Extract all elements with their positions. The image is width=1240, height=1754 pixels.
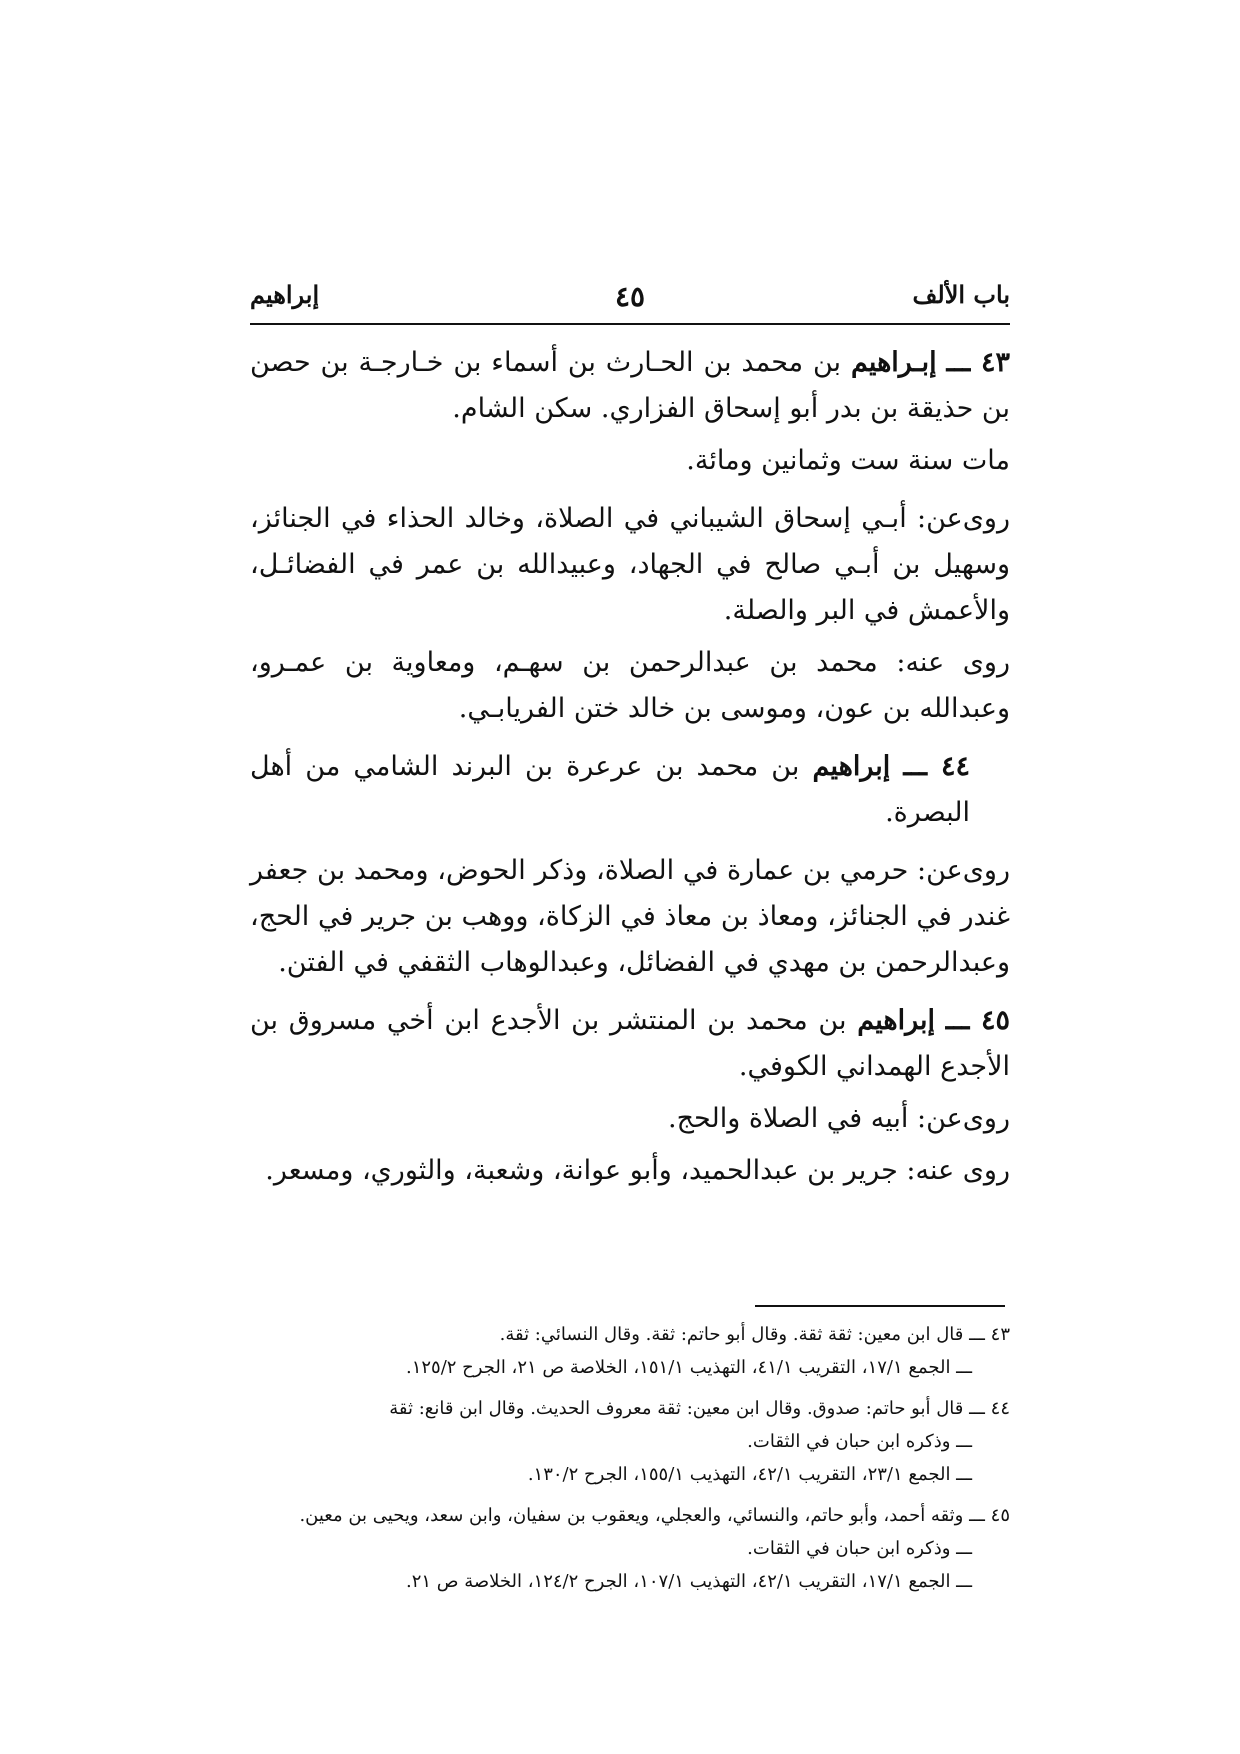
footnote-line: ٤٤ ـــ قال أبو حاتم: صدوق. وقال ابن معين: ثقة معروف الحديث. وقال ابن قانع: ثقة	[389, 1398, 1010, 1419]
footnote-line: ـــ الجمع ٢٣/١، التقريب ٤٢/١، التهذيب ١٥٥/١، الجرح ١٣٠/٢.	[527, 1464, 972, 1485]
footnote-line: ـــ الجمع ١٧/١، التقريب ٤٢/١، التهذيب ١٠٧/١، الجرح ١٢٤/٢، الخلاصة ص ٢١.	[405, 1571, 972, 1592]
entry-lineage: بن محمد بن المنتشر بن الأجدع ابن أخي مسروق بن الأجدع الهمداني الكوفي.	[250, 1005, 1010, 1082]
footnote-45	[250, 1499, 1010, 1598]
running-header	[250, 280, 1010, 320]
footnotes	[250, 1318, 1010, 1606]
footnote-44	[250, 1392, 1010, 1491]
footnote-line: ـــ الجمع ١٧/١، التقريب ٤١/١، التهذيب ١٥١/١، الخلاصة ص ٢١، الجرح ١٢٥/٢.	[405, 1357, 972, 1378]
entry-43-narrated-by: روى عنه: محمد بن عبدالرحمن بن سهـم، ومعاوية بن عمـرو، وعبدالله بن عون، وموسى بن خالد ختن الفريابـي.	[250, 647, 1010, 724]
entry-number: ٤٥ ـــ	[945, 1005, 1010, 1036]
footnote-line: ٤٣ ـــ قال ابن معين: ثقة ثقة. وقال أبو حاتم: ثقة. وقال النسائي: ثقة.	[499, 1324, 1010, 1345]
footnote-rule	[755, 1305, 1005, 1307]
entry-name: إبـراهيم	[850, 347, 937, 378]
entry-45-narrated-by: روى عنه: جرير بن عبدالحميد، وأبو عوانة، وشعبة، والثوري، ومسعر.	[265, 1155, 1010, 1186]
footnote-line: ٤٥ ـــ وثقه أحمد، وأبو حاتم، والنسائي، والعجلي، ويعقوب بن سفيان، وابن سعد، ويحيى بن معين.	[299, 1505, 1010, 1526]
entry-43-heading	[250, 340, 1010, 432]
entry-44-narrated-from: روى‌عن: حرمي بن عمارة في الصلاة، وذكر الحوض، ومحمد بن جعفر غندر في الجنائز، ومعاذ بن معاذ في الزكاة، ووهب بن جرير في الحج، وعبدالرحمن بن مهدي في الفضائل، وعبدالوهاب الثقفي في الفتن.	[250, 855, 1010, 978]
footnote-43	[250, 1318, 1010, 1384]
entry-45-heading	[250, 998, 1010, 1090]
entry-number: ٤٣ ـــ	[946, 347, 1011, 378]
entry-43-death: مات سنة ست وثمانين ومائة.	[686, 445, 1010, 476]
footnote-line: ـــ وذكره ابن حبان في الثقات.	[747, 1431, 972, 1452]
entry-lineage: بن محمد بن عرعرة بن البرند الشامي من أهل البصرة.	[250, 751, 970, 828]
page-number: ٤٥	[614, 280, 646, 313]
section-title: إبراهيم	[250, 280, 320, 309]
entry-45-narrated-from: روى‌عن: أبيه في الصلاة والحج.	[668, 1103, 1010, 1134]
entry-43-narrated-from: روى‌عن: أبـي إسحاق الشيباني في الصلاة، وخالد الحذاء في الجنائز، وسهيل بن أبـي صالح في الجهاد، وعبيدالله بن عمر في الفضائـل، والأعمش في البر والصلة.	[250, 503, 1010, 626]
main-text	[250, 340, 1010, 1206]
chapter-title: باب الألف	[912, 280, 1010, 309]
header-rule	[250, 323, 1010, 325]
entry-name: إبراهيم	[812, 751, 891, 782]
footnote-line: ـــ وذكره ابن حبان في الثقات.	[747, 1538, 972, 1559]
entry-lineage: بن محمد بن الحـارث بن أسماء بن خـارجـة بن حصن بن حذيقة بن بدر أبو إسحاق الفزاري. سكن الشام.	[250, 347, 1010, 424]
entry-44-heading	[250, 744, 1010, 836]
entry-name: إبراهيم	[857, 1005, 935, 1036]
entry-number: ٤٤ ـــ	[903, 751, 970, 782]
